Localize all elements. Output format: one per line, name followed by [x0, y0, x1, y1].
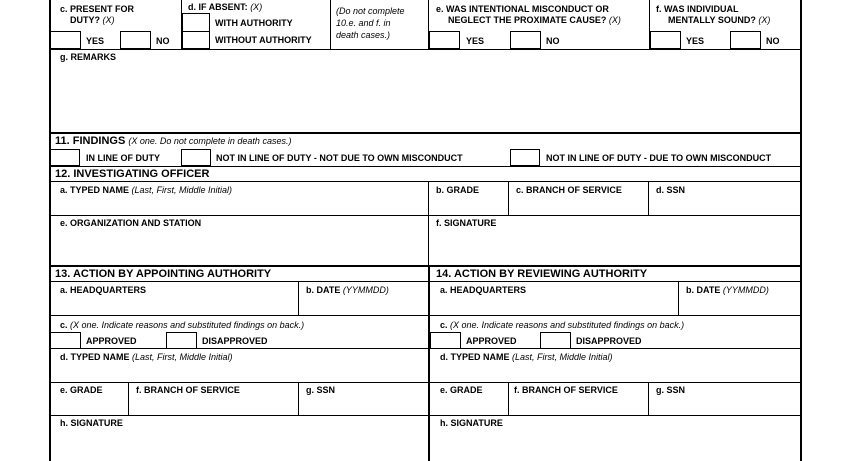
apt-disapproved-label: DISAPPROVED [202, 336, 268, 346]
rev-signature-field[interactable] [430, 430, 799, 461]
appointing-authority-title: 13. ACTION BY APPOINTING AUTHORITY [55, 268, 272, 280]
present-yes-label: YES [86, 36, 105, 46]
apt-grade-label: e. GRADE [60, 385, 103, 395]
apt-date-field[interactable] [299, 297, 427, 315]
io-grade-field[interactable] [429, 196, 507, 215]
rev-typed-name-label [440, 352, 613, 363]
if-absent-text: d. IF ABSENT: [188, 2, 248, 12]
not-lod-misconduct-label: NOT IN LINE OF DUTY - DUE TO OWN MISCONDUCT [546, 153, 772, 163]
io-name-hint: (Last, First, Middle Initial) [131, 185, 233, 195]
if-absent-hint: (X) [250, 2, 263, 12]
apt-headquarters-label: a. HEADQUARTERS [60, 285, 147, 295]
divider [49, 415, 801, 416]
io-ssn-label: d. SSN [656, 185, 686, 195]
misconduct-label: e. WAS INTENTIONAL MISCONDUCT OR [436, 4, 609, 14]
apt-typed-name-label [60, 352, 233, 363]
rev-approved-checkbox[interactable] [430, 332, 461, 349]
apt-action-label [60, 320, 304, 331]
io-organization-label: e. ORGANIZATION AND STATION [60, 218, 202, 228]
present-duty-text: DUTY? [70, 15, 100, 25]
divider [49, 215, 801, 216]
apt-date-label [306, 285, 389, 296]
misconduct-no-checkbox[interactable] [510, 31, 541, 49]
apt-branch-field[interactable] [129, 397, 297, 415]
present-duty-hint: (X) [102, 15, 115, 25]
present-for-duty-label: c. PRESENT FOR [60, 4, 135, 14]
mentally-sound-hint: (X) [758, 15, 771, 25]
rev-grade-label: e. GRADE [440, 385, 483, 395]
mentally-yes-label: YES [686, 36, 705, 46]
mentally-sound-label-2 [668, 15, 770, 26]
io-branch-field[interactable] [509, 196, 647, 215]
apt-ssn-field[interactable] [299, 397, 427, 415]
apt-branch-label: f. BRANCH OF SERVICE [136, 385, 240, 395]
misconduct-no-label: NO [546, 36, 560, 46]
rev-date-hint: (YYMMDD) [722, 285, 769, 295]
divider [49, 181, 801, 182]
misconduct-text: NEGLECT THE PROXIMATE CAUSE? [448, 15, 607, 25]
line-of-duty-checkbox[interactable] [50, 149, 80, 166]
mentally-yes-checkbox[interactable] [650, 31, 681, 49]
divider [49, 281, 801, 282]
divider [49, 348, 801, 349]
misconduct-yes-label: YES [466, 36, 485, 46]
apt-date-text: b. DATE [306, 285, 341, 295]
io-typed-name-field[interactable] [51, 196, 427, 215]
rev-date-label [686, 285, 769, 296]
present-no-label: NO [156, 36, 170, 46]
rev-branch-field[interactable] [509, 397, 647, 415]
divider [49, 166, 801, 167]
rev-headquarters-label: a. HEADQUARTERS [440, 285, 527, 295]
rev-action-text: c. [440, 320, 448, 330]
rev-date-text: b. DATE [686, 285, 721, 295]
rev-grade-field[interactable] [430, 397, 507, 415]
mentally-sound-label: f. WAS INDIVIDUAL [656, 4, 739, 14]
io-name-text: a. TYPED NAME [60, 185, 130, 195]
remarks-field[interactable] [51, 64, 799, 131]
misconduct-hint: (X) [608, 15, 621, 25]
divider [330, 0, 331, 50]
with-authority-label: WITH AUTHORITY [215, 18, 293, 28]
without-authority-checkbox[interactable] [182, 31, 210, 49]
rev-disapproved-checkbox[interactable] [540, 332, 571, 349]
io-branch-label: c. BRANCH OF SERVICE [516, 185, 622, 195]
rev-approved-label: APPROVED [466, 336, 517, 346]
rev-ssn-field[interactable] [649, 397, 799, 415]
io-signature-label: f. SIGNATURE [436, 218, 497, 228]
death-note-line-2: 10.e. and f. in [336, 18, 391, 28]
rev-name-text: d. TYPED NAME [440, 352, 510, 362]
mentally-no-checkbox[interactable] [730, 31, 761, 49]
rev-ssn-label: g. SSN [656, 385, 686, 395]
apt-name-text: d. TYPED NAME [60, 352, 130, 362]
apt-approved-checkbox[interactable] [50, 332, 81, 349]
reviewing-authority-title: 14. ACTION BY REVIEWING AUTHORITY [436, 268, 648, 280]
apt-approved-label: APPROVED [86, 336, 137, 346]
rev-disapproved-label: DISAPPROVED [576, 336, 642, 346]
io-typed-name-label [60, 185, 232, 196]
rev-action-hint: (X one. Indicate reasons and substituted findings on back.) [450, 320, 685, 330]
if-absent-label [188, 2, 262, 13]
findings-title-text: 11. FINDINGS [55, 135, 126, 147]
rev-typed-name-field[interactable] [430, 364, 799, 382]
apt-grade-field[interactable] [51, 397, 127, 415]
apt-signature-field[interactable] [51, 430, 427, 461]
rev-headquarters-field[interactable] [430, 297, 677, 315]
misconduct-label-2 [448, 15, 621, 26]
not-lod-not-misconduct-checkbox[interactable] [181, 149, 211, 166]
present-no-checkbox[interactable] [120, 31, 151, 49]
death-note-line-3: death cases.) [336, 30, 391, 40]
present-for-duty-label-2 [70, 15, 115, 26]
apt-name-hint: (Last, First, Middle Initial) [132, 352, 233, 362]
rev-branch-label: f. BRANCH OF SERVICE [514, 385, 618, 395]
misconduct-yes-checkbox[interactable] [429, 31, 460, 49]
remarks-label: g. REMARKS [60, 52, 116, 62]
findings-hint: (X one. Do not complete in death cases.) [128, 136, 292, 146]
apt-signature-label: h. SIGNATURE [60, 418, 123, 428]
form-right-border [800, 0, 802, 461]
io-signature-field[interactable] [429, 230, 799, 264]
apt-action-hint: (X one. Indicate reasons and substituted findings on back.) [70, 320, 305, 330]
not-lod-misconduct-checkbox[interactable] [510, 149, 540, 166]
rev-name-hint: (Last, First, Middle Initial) [512, 352, 613, 362]
line-of-duty-label: IN LINE OF DUTY [86, 153, 160, 163]
divider [49, 49, 801, 50]
io-ssn-field[interactable] [649, 196, 799, 215]
mentally-no-label: NO [766, 36, 780, 46]
apt-headquarters-field[interactable] [51, 297, 297, 315]
not-lod-not-misconduct-label: NOT IN LINE OF DUTY - NOT DUE TO OWN MISCONDUCT [216, 153, 463, 163]
apt-date-hint: (YYMMDD) [342, 285, 389, 295]
rev-action-label [440, 320, 684, 331]
investigating-officer-title: 12. INVESTIGATING OFFICER [55, 168, 210, 180]
divider [49, 132, 801, 134]
divider [49, 315, 801, 316]
mentally-sound-text: MENTALLY SOUND? [668, 15, 756, 25]
present-yes-checkbox[interactable] [50, 31, 81, 49]
findings-title [55, 135, 291, 148]
rev-date-field[interactable] [679, 297, 799, 315]
apt-disapproved-checkbox[interactable] [166, 332, 197, 349]
with-authority-checkbox[interactable] [182, 13, 210, 32]
apt-typed-name-field[interactable] [51, 364, 427, 382]
divider [49, 382, 801, 383]
divider [49, 265, 801, 267]
without-authority-label: WITHOUT AUTHORITY [215, 35, 312, 45]
io-grade-label: b. GRADE [436, 185, 480, 195]
apt-action-text: c. [60, 320, 68, 330]
rev-signature-label: h. SIGNATURE [440, 418, 503, 428]
death-note-line-1: (Do not complete [336, 6, 405, 16]
apt-ssn-label: g. SSN [306, 385, 336, 395]
io-organization-field[interactable] [51, 230, 427, 264]
